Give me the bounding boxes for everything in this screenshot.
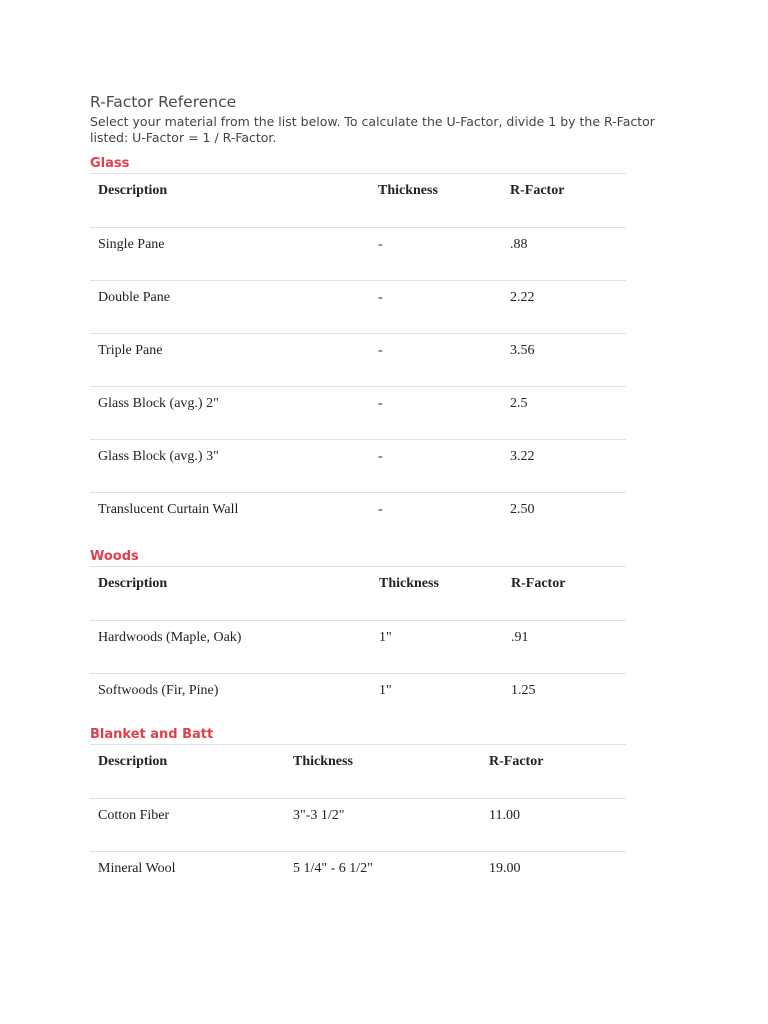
cell-description: Cotton Fiber <box>90 799 285 852</box>
cell-r-factor: 1.25 <box>511 683 536 698</box>
table-row <box>90 334 626 387</box>
section-title-woods: Woods <box>90 549 139 564</box>
cell-description: Triple Pane <box>90 334 370 387</box>
column-header-r-factor: R-Factor <box>502 174 626 228</box>
table-row <box>90 674 626 727</box>
cell-r-factor: 19.00 <box>489 861 521 876</box>
cell-r-factor: 2.22 <box>502 281 626 334</box>
blanket-batt-table <box>90 744 626 905</box>
glass-table <box>90 173 626 546</box>
page-header <box>90 92 655 146</box>
cell-description: Mineral Wool <box>98 861 176 876</box>
table-row <box>90 281 626 334</box>
column-header-description: Description <box>90 567 371 621</box>
cell-r-factor: .91 <box>503 621 626 674</box>
cell-r-factor: 11.00 <box>481 799 626 852</box>
section-blanket-and-batt <box>90 727 626 905</box>
woods-table <box>90 566 626 727</box>
cell-thickness: 1" <box>371 621 503 674</box>
column-header-thickness: Thickness <box>370 174 502 228</box>
cell-description: Translucent Curtain Wall <box>98 502 239 517</box>
cell-r-factor: 2.50 <box>510 502 535 517</box>
table-row <box>90 440 626 493</box>
cell-r-factor: 3.22 <box>502 440 626 493</box>
table-header-row <box>90 174 626 228</box>
column-header-description: Description <box>90 745 285 799</box>
cell-thickness: 3"-3 1/2" <box>285 799 481 852</box>
intro-text: Select your material from the list below. To calculate the U-Factor, divide 1 by the R-Factor listed: U-Factor = 1 / R-Factor. <box>90 114 655 145</box>
table-row <box>90 493 626 546</box>
cell-description: Softwoods (Fir, Pine) <box>98 683 219 698</box>
cell-thickness: - <box>370 440 502 493</box>
column-header-r-factor: R-Factor <box>503 567 626 621</box>
table-row <box>90 387 626 440</box>
section-title-glass: Glass <box>90 156 130 171</box>
cell-r-factor: 3.56 <box>502 334 626 387</box>
cell-thickness: 1" <box>379 683 392 698</box>
table-row <box>90 228 626 281</box>
cell-r-factor: 2.5 <box>502 387 626 440</box>
cell-r-factor: .88 <box>502 228 626 281</box>
table-row <box>90 621 626 674</box>
cell-thickness: - <box>370 281 502 334</box>
section-title-blanket-and-batt: Blanket and Batt <box>90 727 214 742</box>
table-header-row <box>90 567 626 621</box>
column-header-thickness: Thickness <box>371 567 503 621</box>
cell-thickness: - <box>378 502 383 517</box>
cell-description: Hardwoods (Maple, Oak) <box>90 621 371 674</box>
section-woods <box>90 549 626 727</box>
column-header-r-factor: R-Factor <box>481 745 626 799</box>
cell-description: Glass Block (avg.) 3" <box>90 440 370 493</box>
cell-description: Glass Block (avg.) 2" <box>90 387 370 440</box>
table-row <box>90 799 626 852</box>
cell-thickness: - <box>370 334 502 387</box>
cell-thickness: - <box>370 228 502 281</box>
cell-thickness: - <box>370 387 502 440</box>
cell-description: Single Pane <box>90 228 370 281</box>
cell-thickness: 5 1/4" - 6 1/2" <box>293 861 373 876</box>
page-title: R-Factor Reference <box>90 93 237 111</box>
table-header-row <box>90 745 626 799</box>
column-header-thickness: Thickness <box>285 745 481 799</box>
cell-description: Double Pane <box>90 281 370 334</box>
table-row <box>90 852 626 905</box>
column-header-description: Description <box>90 174 370 228</box>
section-glass <box>90 156 626 546</box>
